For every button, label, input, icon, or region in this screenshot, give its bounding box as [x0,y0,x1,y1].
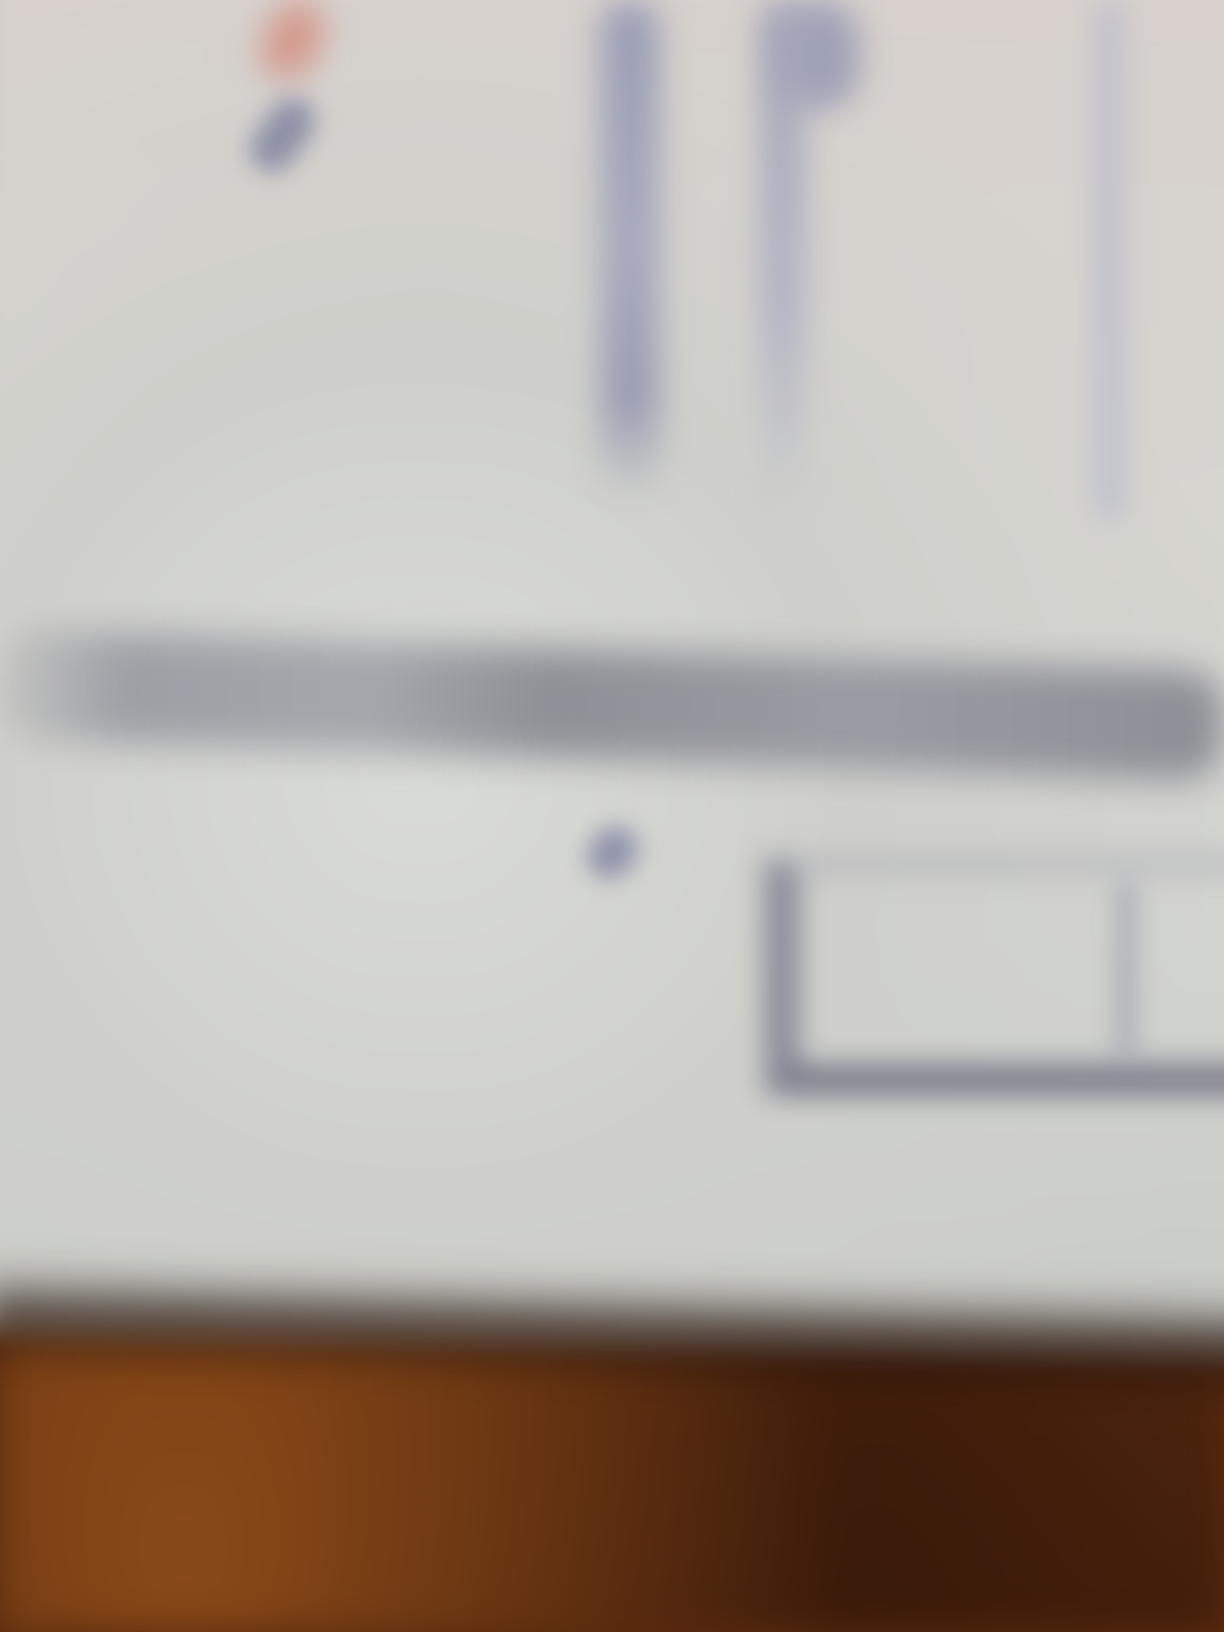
handwritten-mark-top-right [780,0,860,110]
drawn-box-outline [765,855,1224,1095]
box-inner-line [1115,880,1137,1060]
handwritten-column-left [600,0,660,500]
faint-vertical-line [1095,0,1125,520]
